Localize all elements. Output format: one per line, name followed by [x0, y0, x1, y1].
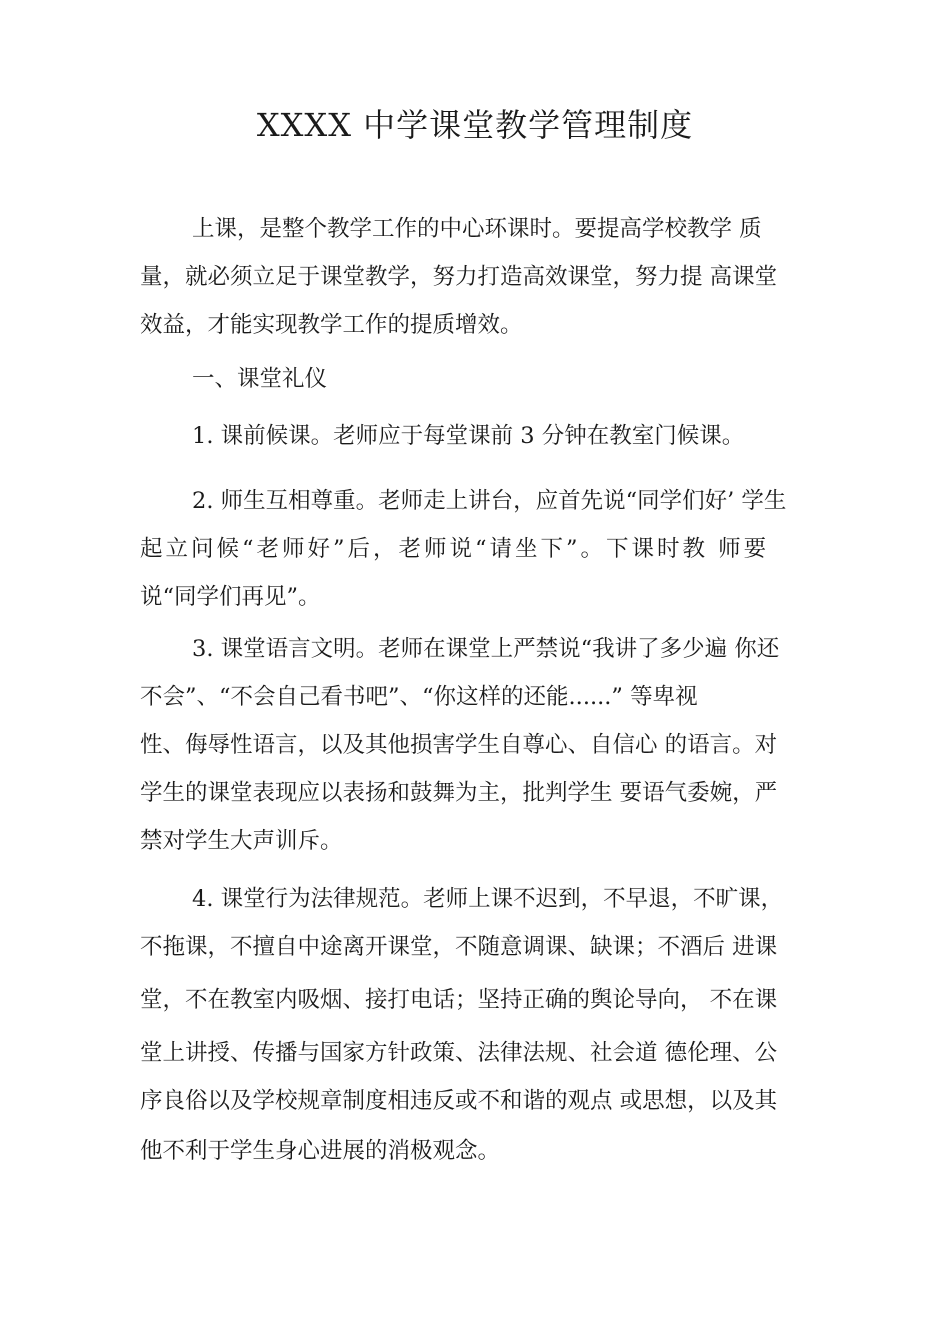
document-title: XXXX 中学课堂教学管理制度: [256, 106, 694, 144]
item-2-paragraph: [140, 477, 830, 621]
text-line: 学生的课堂表现应以表扬和鼓舞为主，批判学生 要语气委婉，严: [140, 780, 778, 806]
text-line: 1. 课前候课。老师应于每堂课前 3 分钟在教室门候课。: [192, 423, 745, 449]
text-line: 堂，不在教室内吸烟、接打电话；坚持正确的舆论导向， 不在课: [140, 987, 778, 1013]
section-heading: [140, 355, 830, 403]
text-line: 起立问候“老师好”后，老师说“请坐下”。下课时教 师要: [140, 536, 770, 562]
text-line: 4. 课堂行为法律规范。老师上课不迟到，不早退，不旷课，: [192, 886, 784, 912]
text-line: 堂上讲授、传播与国家方针政策、法律法规、社会道 德伦理、公: [140, 1040, 778, 1066]
item-4-paragraph: [140, 875, 830, 1175]
intro-paragraph: [140, 205, 830, 349]
text-line: 不会”、“不会自己看书吧”、“你这样的还能......” 等卑视: [140, 684, 698, 710]
text-line: 不拖课，不擅自中途离开课堂，不随意调课、缺课；不酒后 进课: [140, 934, 778, 960]
section-1-heading: 一、课堂礼仪: [192, 366, 328, 392]
text-line: 性、侮辱性语言，以及其他损害学生自尊心、自信心 的语言。对: [140, 732, 778, 758]
text-line: 他不利于学生身心进展的消极观念。: [140, 1138, 501, 1164]
item-1-paragraph: [140, 412, 830, 460]
text-line: 2. 师生互相尊重。老师走上讲台，应首先说“同学们好’ 学生: [192, 488, 787, 514]
text-line: 说“同学们再见”。: [140, 584, 321, 610]
text-line: 序良俗以及学校规章制度相违反或不和谐的观点 或思想，以及其: [140, 1088, 778, 1114]
text-line: 3. 课堂语言文明。老师在课堂上严禁说“我讲了多少遍 你还: [192, 636, 780, 662]
text-line: 上课，是整个教学工作的中心环课时。要提高学校教学 质: [192, 216, 762, 242]
text-line: 效益，才能实现教学工作的提质增效。: [140, 312, 523, 338]
text-line: 禁对学生大声训斥。: [140, 828, 343, 854]
text-line: 量，就必须立足于课堂教学，努力打造高效课堂，努力提 高课堂: [140, 264, 778, 290]
item-3-paragraph: [140, 625, 830, 865]
